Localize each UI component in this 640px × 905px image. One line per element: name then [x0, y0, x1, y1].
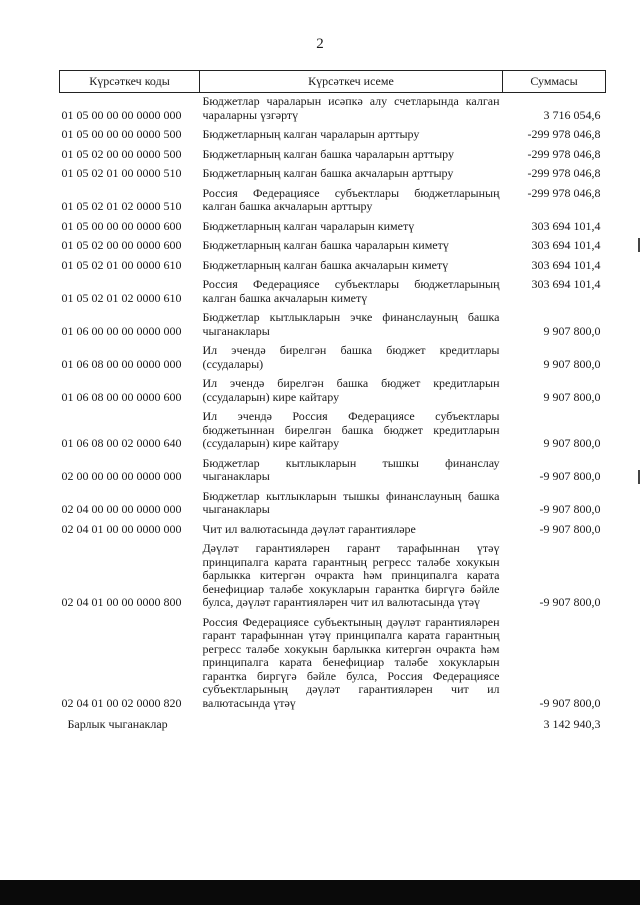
row-name: Бюджетлар кытлыкларын тышкы финанслау чыганаклары	[202, 455, 500, 483]
row-sum: 3 716 054,6	[543, 107, 601, 122]
row-code: 01 05 02 01 00 0000 510	[61, 166, 182, 180]
row-sum: -299 978 046,8	[527, 185, 601, 200]
table-row	[60, 542, 606, 616]
row-name: Бюджетларның калган башка акчаларын киметү	[202, 257, 449, 272]
row-sum: -299 978 046,8	[527, 146, 601, 161]
row-sum: -299 978 046,8	[527, 127, 601, 141]
total-row	[60, 716, 606, 738]
table-row	[60, 523, 606, 543]
row-code: 01 05 00 00 00 0000 000	[61, 107, 182, 122]
row-code: 01 06 00 00 00 0000 000	[61, 323, 182, 338]
table-row	[60, 616, 606, 717]
row-code: 01 06 08 00 00 0000 000	[61, 356, 182, 371]
row-code: 01 05 02 00 00 0000 500	[61, 146, 182, 161]
row-name: Бюджетлар кытлыкларын тышкы финанслауның башка чыганаклары	[202, 488, 500, 516]
row-sum: 9 907 800,0	[543, 436, 601, 450]
row-name: Ил эчендә Россия Федерациясе субъектлары бюджетыннан бирелгән башка бюджет кредитларын (ссудаларын) кире кайтару	[202, 409, 500, 450]
table-row	[60, 311, 606, 344]
row-name: Ил эчендә бирелгән башка бюджет кредитларын (ссудаларын) кире кайтару	[202, 376, 500, 404]
table-row	[60, 167, 606, 187]
header-code: Күрсәткеч коды	[60, 71, 200, 93]
total-sum: 3 142 940,3	[543, 717, 601, 731]
row-sum: 303 694 101,4	[531, 277, 601, 291]
row-sum: 303 694 101,4	[531, 218, 601, 233]
row-name: Бюджетларның калган башка чараларын киметү	[202, 238, 449, 252]
row-name: Бюджетларның калган чараларын арттыру	[202, 127, 420, 141]
row-code: 01 06 08 00 02 0000 640	[61, 436, 182, 450]
row-name: Бюджетларның калган башка акчаларын арттыру	[202, 166, 454, 180]
row-sum: 303 694 101,4	[531, 238, 601, 252]
table-row	[60, 93, 606, 129]
row-code: 01 05 00 00 00 0000 500	[61, 127, 182, 141]
sources-table	[59, 70, 606, 738]
row-name: Россия Федерациясе субъектлары бюджетларының калган башка акчаларын киметү	[202, 277, 500, 305]
row-code: 01 06 08 00 00 0000 600	[61, 389, 182, 404]
header-sum: Суммасы	[503, 71, 606, 93]
table-header-row	[60, 71, 606, 93]
total-label: Барлык чыганаклар	[67, 717, 168, 731]
table-row	[60, 148, 606, 168]
row-name: Бюджетлар чараларын исәпкә алу счетларында калган чараларны үзгәртү	[202, 94, 500, 122]
row-name: Россия Федерациясе субъектлары бюджетларының калган башка акчаларын арттыру	[202, 185, 500, 213]
row-code: 01 05 02 01 02 0000 510	[61, 199, 182, 213]
row-sum: -9 907 800,0	[539, 521, 601, 536]
table-row	[60, 259, 606, 279]
row-name: Ил эчендә бирелгән башка бюджет кредитлары (ссудалары)	[202, 343, 500, 371]
row-sum: -9 907 800,0	[539, 469, 601, 483]
row-code: 01 05 02 01 02 0000 610	[61, 290, 182, 305]
row-sum: -299 978 046,8	[527, 166, 601, 180]
row-name: Дәүләт гарантияләрен гарант тарафыннан үтәү принципалга карата гарантның регресс таләбе хокукын барлыкка китергән очракта һәм принципалга карата бенефициар таләбе хокукларын гарантка биргүгә бәйле булса, дәүләт гарантияләрен чит ил валютасында үтәү	[202, 541, 500, 609]
table-row	[60, 220, 606, 240]
row-sum: -9 907 800,0	[539, 695, 601, 710]
row-sum: 9 907 800,0	[543, 356, 601, 371]
table-row	[60, 278, 606, 311]
row-code: 02 04 00 00 00 0000 000	[61, 502, 182, 516]
table-row	[60, 457, 606, 490]
row-name: Россия Федерациясе субъектының дәүләт гарантияләрен гарант тарафыннан үтәү принципалга карата гарантның регресс таләбе хокукын барлыкка китергән очракта һәм принципалга карата бенефициар таләбе хокукларын гарантка биргүгә бәйле булса, Россия Федерациясе субъектларының дәүләт гарантияләрен чит ил валютасында үтәү	[202, 614, 500, 710]
row-name: Бюджетлар кытлыкларын эчке финанслауның башка чыганаклары	[202, 310, 500, 338]
row-code: 02 04 01 00 02 0000 820	[61, 695, 182, 710]
table-row	[60, 410, 606, 457]
scan-bottom-band	[0, 880, 640, 905]
row-sum: -9 907 800,0	[539, 595, 601, 609]
table-row	[60, 128, 606, 148]
row-code: 02 00 00 00 00 0000 000	[61, 469, 182, 483]
row-sum: 9 907 800,0	[543, 323, 601, 338]
row-sum: 303 694 101,4	[531, 257, 601, 272]
row-code: 02 04 01 00 00 0000 000	[61, 521, 182, 536]
row-code: 01 05 00 00 00 0000 600	[61, 218, 182, 233]
table-row	[60, 377, 606, 410]
table-row	[60, 490, 606, 523]
page-number: 2	[316, 36, 324, 52]
row-code: 02 04 01 00 00 0000 800	[61, 595, 182, 609]
row-name: Бюджетларның калган башка чараларын арттыру	[202, 146, 455, 161]
row-sum: 9 907 800,0	[543, 389, 601, 404]
table-row	[60, 239, 606, 259]
row-code: 01 05 02 00 00 0000 600	[61, 238, 182, 252]
total-empty	[200, 716, 503, 738]
row-sum: -9 907 800,0	[539, 502, 601, 516]
row-name: Чит ил валютасында дәүләт гарантияләре	[202, 521, 416, 536]
header-name: Күрсәткеч исеме	[200, 71, 503, 93]
table-row	[60, 344, 606, 377]
row-code: 01 05 02 01 00 0000 610	[61, 257, 182, 272]
table-row	[60, 187, 606, 220]
row-name: Бюджетларның калган чараларын киметү	[202, 218, 415, 233]
